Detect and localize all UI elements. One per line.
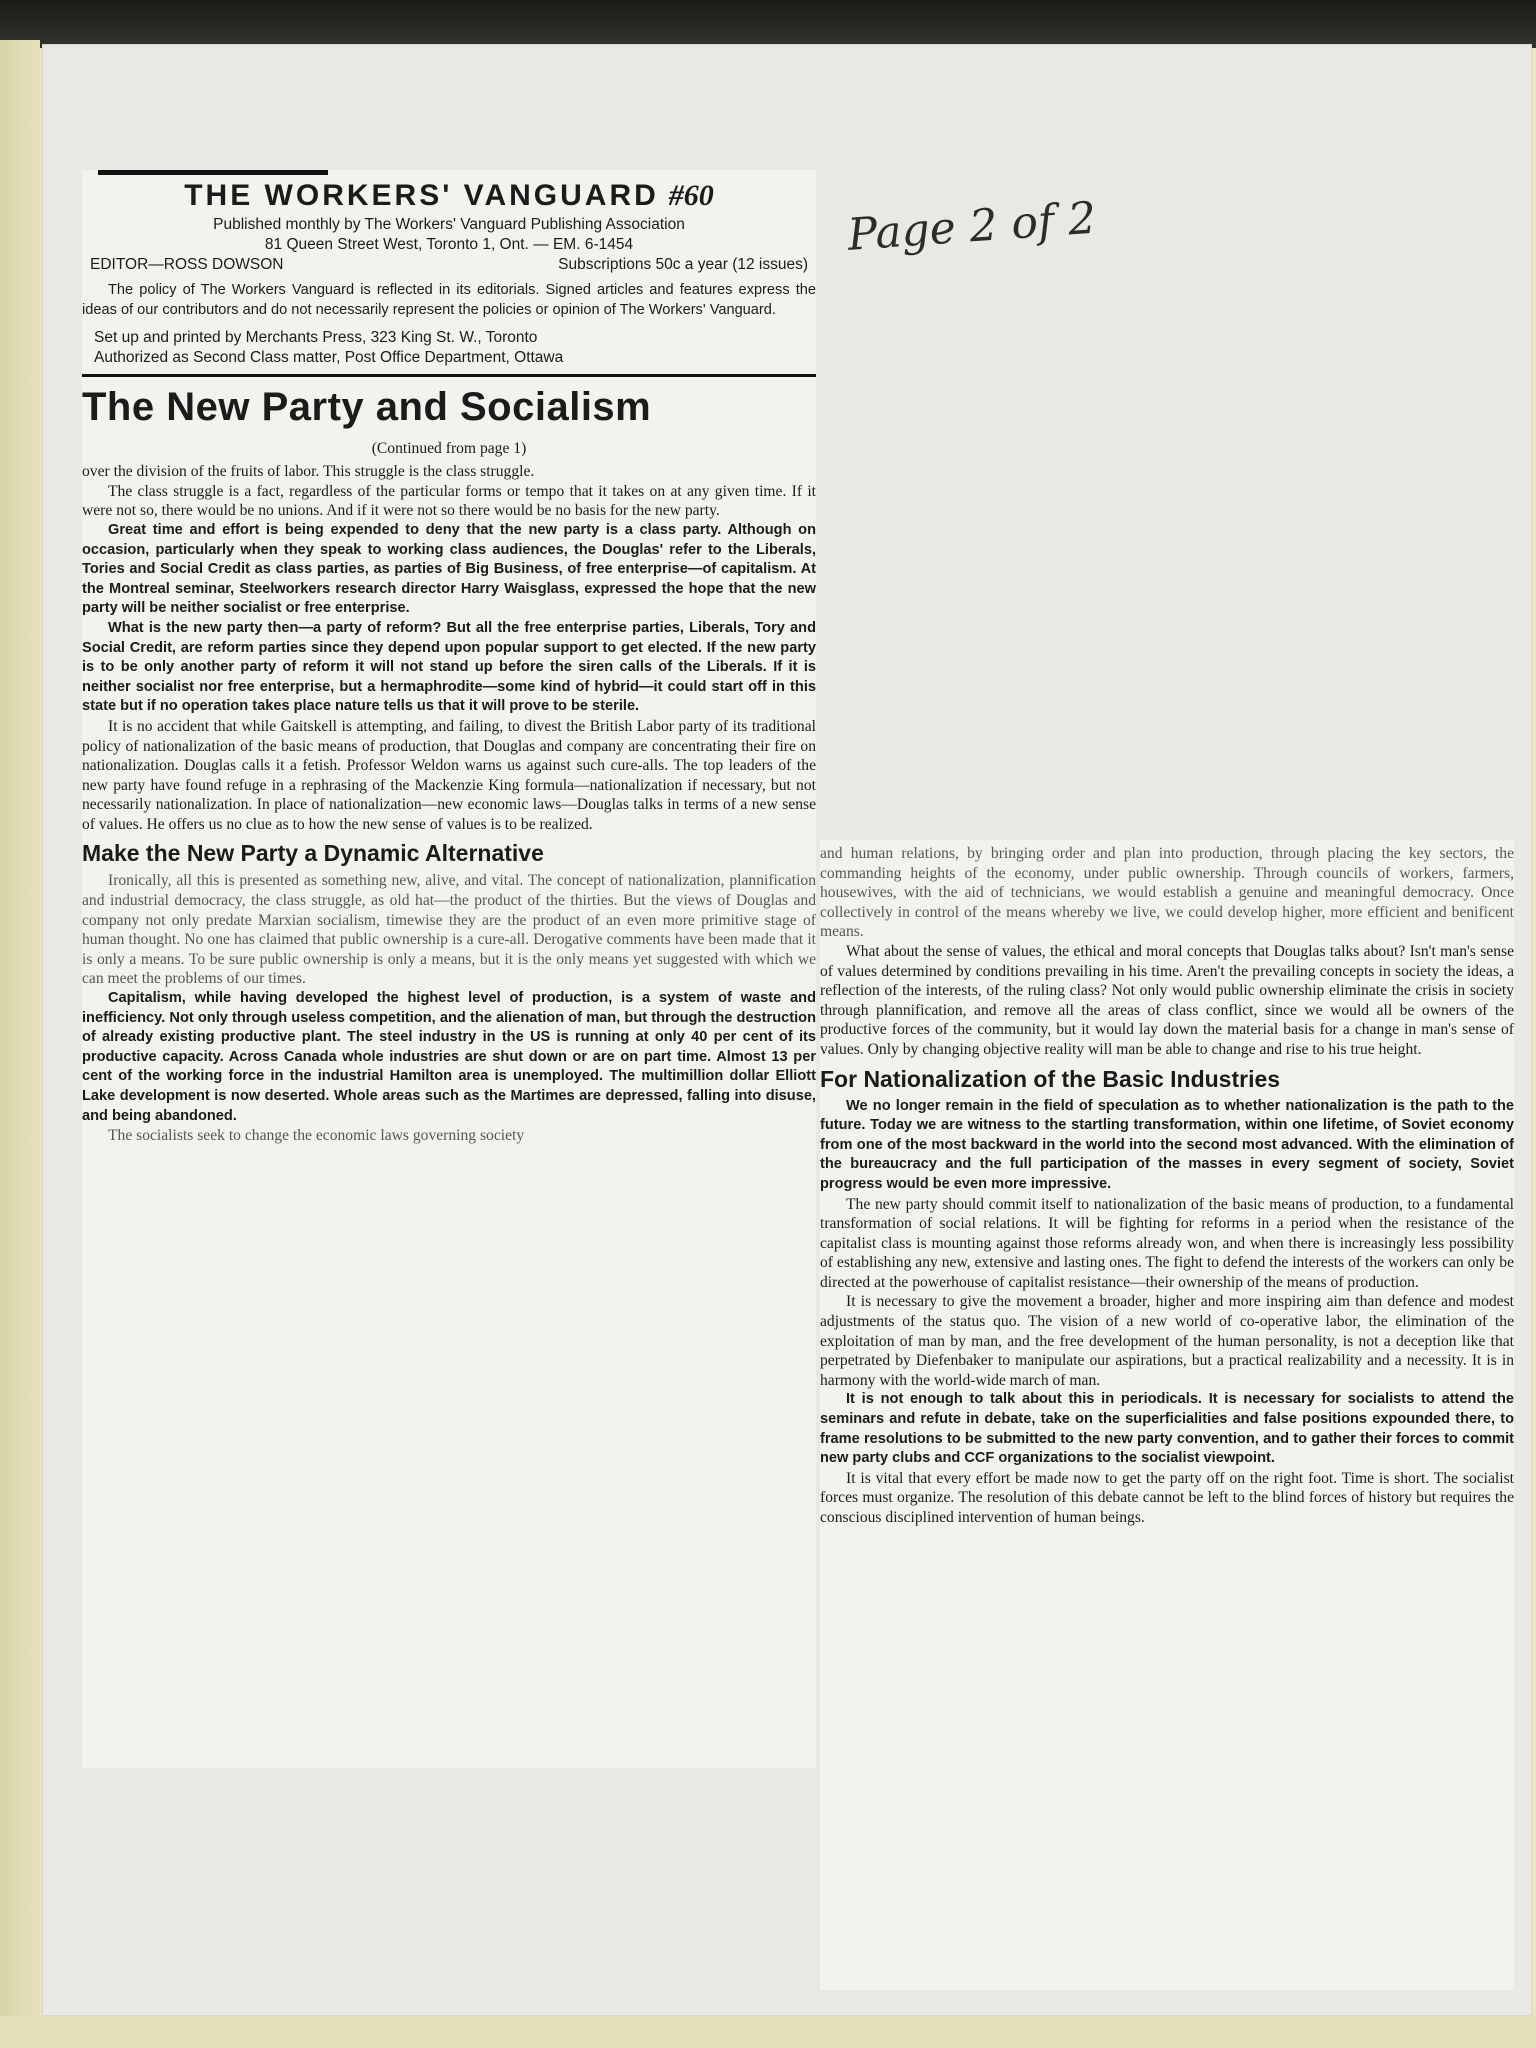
scanner-top-edge	[0, 0, 1536, 48]
address-line: 81 Queen Street West, Toronto 1, Ont. — EM. 6-1454	[264, 236, 634, 253]
paragraph: The new party should commit itself to nationalization of the basic means of production, to a fundamental transformation of social relations. It will be fighting for reforms in a period when the resistance of the capitalist class is mounting against those reforms already won, and when there is increasingly less possibility of establishing any new, extensive and lasting ones. The fight to defend the interests of the workers can only be directed at the powerhouse of capitalist resistance—their ownership of the means of production.	[820, 1195, 1514, 1291]
editor-line: EDITOR—ROSS DOWSON	[90, 256, 284, 273]
paragraph: over the division of the fruits of labor. This struggle is the class struggle.	[82, 463, 535, 481]
policy-statement: The policy of The Workers Vanguard is reflected in its editorials. Signed articles and features express the ideas of our contributors and do not necessarily represent the policies or opinion of The Workers' Vanguard.	[82, 282, 816, 318]
masthead-title	[82, 179, 816, 213]
paragraph: What is the new party then—a party of reform? But all the free enterprise parties, Liberals, Tory and Social Credit, are reform parties since they depend upon popular support to get elected. If the new party is to be only another party of reform it will not stand up before the siren calls of the Liberals. If it is neither socialist nor free enterprise, but a hermaphrodite—some kind of hybrid—it could start off in this state but if no operation takes place nature tells us that it will prove to be sterile.	[82, 619, 816, 715]
paragraph: It is not enough to talk about this in periodicals. It is necessary for socialists to attend the seminars and refute in debate, take on the superficialities and false positions expounded there, to frame resolutions to be submitted to the new party convention, and to gather their forces to commit new party clubs and CCF organizations to the socialist viewpoint.	[820, 1391, 1514, 1467]
continued-note: (Continued from page 1)	[371, 440, 527, 458]
paragraph: The class struggle is a fact, regardless of the particular forms or tempo that it takes on at any given time. If it were not so, there would be no unions. And if it were not so there would be no basis for the new party.	[82, 482, 816, 520]
newspaper-name: THE WORKERS' VANGUARD	[184, 179, 659, 212]
paragraph: What about the sense of values, the ethical and moral concepts that Douglas talks about? Isn't man's sense of values determined by conditions prevailing in his time. Aren't the prevailing concepts in society the ideas, a reflection of the interests, of the ruling class? Not only would public ownership eliminate the crisis in society through plannification, and remove all the areas of class conflict, since we would all be owners of the productive forces of the community, but it would lay down the material basis for a change in man's sense of values. Only by changing objective reality will man be able to change and rise to his true height.	[820, 942, 1514, 1058]
subscriptions-line: Subscriptions 50c a year (12 issues)	[558, 256, 808, 273]
paragraph: Great time and effort is being expended to deny that the new party is a class party. Although on occasion, particularly when they speak to working class audiences, the Douglas' refer to the Liberals, Tories and Social Credit as class parties, as parties of Big Business, of free enterprise—of capitalism. At the Montreal seminar, Steelworkers research director Harry Waisglass, expressed the hope that the new party will be neither socialist or free enterprise.	[82, 521, 816, 617]
paragraph: The socialists seek to change the economic laws governing society	[108, 1127, 525, 1145]
paragraph: Ironically, all this is presented as something new, alive, and vital. The concept of nationalization, plannification and industrial democracy, the class struggle, as old hat—the product of the thirties. But the views of Douglas and company not only predate Marxian socialism, timewise they are the product of an even more primitive stage of human thought. No one has claimed that public ownership is a cure-all. Derogative comments have been made that it is only a means. To be sure public ownership is only a means, but it is the only means yet suggested with which we can meet the problems of our times.	[82, 872, 816, 988]
authorization-line: Authorized as Second Class matter, Post Office Department, Ottawa	[94, 349, 564, 367]
handwritten-issue-number: #60	[668, 179, 714, 212]
paragraph: and human relations, by bringing order and plan into production, through placing the key sectors, the commanding heights of the economy, under public ownership. Through councils of workers, farmers, housewives, with the aid of technicians, we would establish a genuine and meaningful democracy. Once collectively in control of the means whereby we live, we could develop higher, more efficient and benificent means.	[820, 845, 1514, 941]
article-headline: The New Party and Socialism	[82, 385, 652, 430]
paragraph: We no longer remain in the field of speculation as to whether nationalization is the path to the future. Today we are witness to the startling transformation, within one lifetime, of Soviet economy from one of the most backward in the world into the second most advanced. With the elimination of the bureaucracy and the full participation of the masses in every segment of society, Soviet progress would be even more impressive.	[820, 1097, 1514, 1192]
subheading: For Nationalization of the Basic Industries	[820, 1065, 1281, 1092]
scrapbook-left-edge	[0, 40, 40, 2048]
paragraph: It is vital that every effort be made now to get the party off on the right foot. Time is short. The socialist forces must organize. The resolution of this debate cannot be left to the blind forces of history but requires the conscious disciplined intervention of human beings.	[820, 1469, 1514, 1526]
left-newspaper-clipping	[82, 170, 816, 1768]
handwritten-page-note: Page 2 of 2	[846, 192, 1098, 261]
paragraph: It is necessary to give the movement a broader, higher and more inspiring aim than defence and modest adjustments of the status quo. The vision of a new world of co-operative labor, the elimination of the exploitation of man by man, and the free development of the human personality, is not a deception like that perpetrated by Diefenbaker to manipulate our aspirations, but a practical realizability and a necessity. It is in harmony with the world-wide march of man.	[820, 1293, 1514, 1389]
printer-line: Set up and printed by Merchants Press, 323 King St. W., Toronto	[94, 329, 538, 347]
paragraph: Capitalism, while having developed the highest level of production, is a system of waste and inefficiency. Not only through useless competition, and the alienation of man, but through the destruction of already existing productive plant. The steel industry in the US is running at only 40 per cent of its productive capacity. Across Canada whole industries are shut down or are on part time. Almost 13 per cent of the working force in the industrial Hamilton area is unemployed. The multimillion dollar Elliott Lake development is now deserted. Whole areas such as the Martimes are depressed, falling into disuse, and being abandoned.	[82, 990, 816, 1124]
right-newspaper-clipping	[820, 840, 1514, 1990]
masthead-rule-left	[98, 170, 328, 175]
subheading: Make the New Party a Dynamic Alternative	[82, 840, 544, 867]
publisher-line: Published monthly by The Workers' Vanguard Publishing Association	[213, 216, 685, 233]
masthead-rule-bottom	[82, 374, 816, 377]
paragraph: It is no accident that while Gaitskell is attempting, and failing, to divest the British Labor party of its traditional policy of nationalization of the basic means of production, that Douglas and company are concentrating their fire on nationalization. Douglas calls it a fetish. Professor Weldon warns us against such cure-alls. The top leaders of the new party have found refuge in a rephrasing of the Mackenzie King formula—nationalization if necessary, but not necessarily nationalization. In place of nationalization—new economic laws—Douglas talks in terms of a new sense of values. He offers us no clue as to how the new sense of values is to be realized.	[82, 717, 816, 833]
masthead	[82, 170, 816, 377]
scrapbook-bottom-edge	[0, 2016, 1536, 2048]
